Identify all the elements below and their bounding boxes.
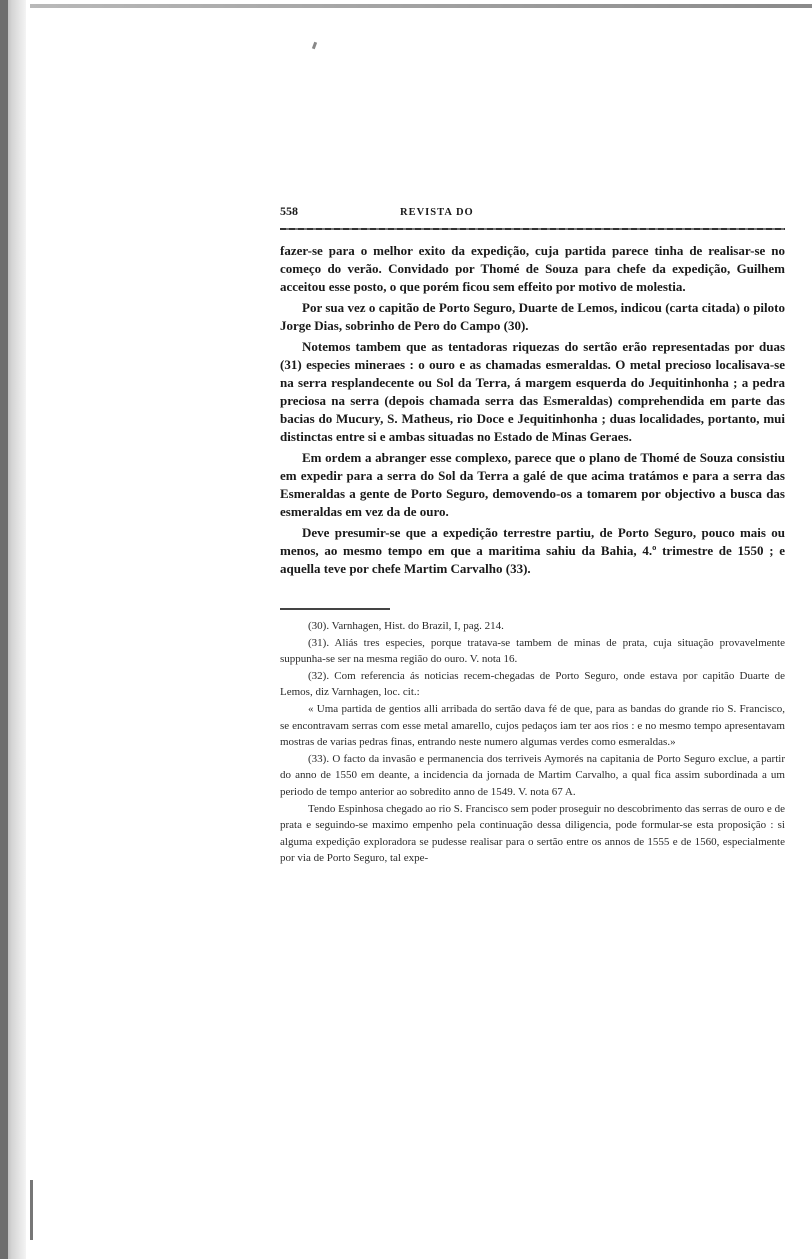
margin-mark: [30, 1180, 33, 1240]
scan-speck: [312, 42, 317, 50]
header-rule: [280, 228, 785, 230]
footnotes: [280, 618, 785, 867]
top-edge-line: [30, 4, 812, 8]
footnote-quote: « Uma partida de gentios alli arribada do sertão dava fé de que, para as bandas do grande rio S. Francisco, se encontravam serras com esse metal amarello, cujos pedaços iam ter aos rios : e no mesmo tempo apresentavam mostras de varias pedras finas, entrando neste numero algumas verdes como esmeraldas.»: [280, 702, 785, 749]
footnote: (33). O facto da invasão e permanencia dos terriveis Aymorés na capitania de Porto Seguro exclue, a partir do anno de 1550 em deante, a incidencia da jornada de Martim Carvalho, a qual fica assim subordinada a um periodo de tempo anterior ao sobredito anno de 1549. V. nota 67 A.: [280, 752, 785, 798]
paragraph: Em ordem a abranger esse complexo, parece que o plano de Thomé de Souza consistiu em expedir para a serra do Sol da Terra a galé de que acima tratámos e para a serra das Esmeraldas a gente de Porto Seguro, demovendo-os a tomarem por objectivo a busca das esmeraldas em vez da de ouro.: [280, 450, 785, 519]
book-spine-edge: [0, 0, 8, 1259]
footnote: (31). Aliás tres especies, porque tratava-se tambem de minas de prata, cuja situação provavelmente suppunha-se ser na mesma região do ouro. V. nota 16.: [280, 636, 785, 666]
footnote: (32). Com referencia ás noticias recem-chegadas de Porto Seguro, onde estava por capitão Duarte de Lemos, diz Varnhagen, loc. cit.:: [280, 669, 785, 699]
paragraph: Notemos tambem que as tentadoras riquezas do sertão erão representadas por duas (31) especies mineraes : o ouro e as chamadas esmeraldas. O metal precioso localisava-se na serra resplandecente ou Sol da Terra, á margem esquerda do Jequitinhonha ; a pedra preciosa na serra (depois chamada serra das Esmeraldas) comprehendida em parte das bacias do Mucury, S. Matheus, rio Doce e Jequitinhonha ; duas localidades, portanto, mui distinctas entre si e ambas situadas no Estado de Minas Geraes.: [280, 339, 785, 444]
paragraph: fazer-se para o melhor exito da expedição, cuja partida parece tinha de realisar-se no começo do verão. Convidado por Thomé de Souza para chefe da expedição, Guilhem acceitou esse posto, o que porém ficou sem effeito por motivo de molestia.: [280, 243, 785, 294]
running-title: REVISTA DO: [400, 207, 474, 218]
footnote-continuation: Tendo Espinhosa chegado ao rio S. Francisco sem poder proseguir no descobrimento das serras de ouro e de prata e seguindo-se maximo empenho pela continuação dessa diligencia, pode formular-se esta proposição : si alguma expedição exploradora se pudesse realisar para o sertão entre os annos de 1555 e de 1560, especialmente por via de Porto Seguro, tal expe-: [280, 802, 785, 865]
book-page: [280, 204, 785, 867]
paragraph: Deve presumir-se que a expedição terrestre partiu, de Porto Seguro, pouco mais ou menos, ao mesmo tempo em que a maritima sahiu da Bahia, 4.º trimestre de 1550 ; e aquella teve por chefe Martim Carvalho (33).: [280, 525, 785, 576]
paragraph: Por sua vez o capitão de Porto Seguro, Duarte de Lemos, indicou (carta citada) o piloto Jorge Dias, sobrinho de Pero do Campo (30).: [280, 300, 785, 333]
main-text: [280, 242, 785, 578]
footnote-separator: [280, 608, 390, 610]
page-number: 558: [280, 204, 298, 218]
footnote: (30). Varnhagen, Hist. do Brazil, I, pag. 214.: [308, 620, 504, 632]
running-header: [280, 204, 785, 219]
